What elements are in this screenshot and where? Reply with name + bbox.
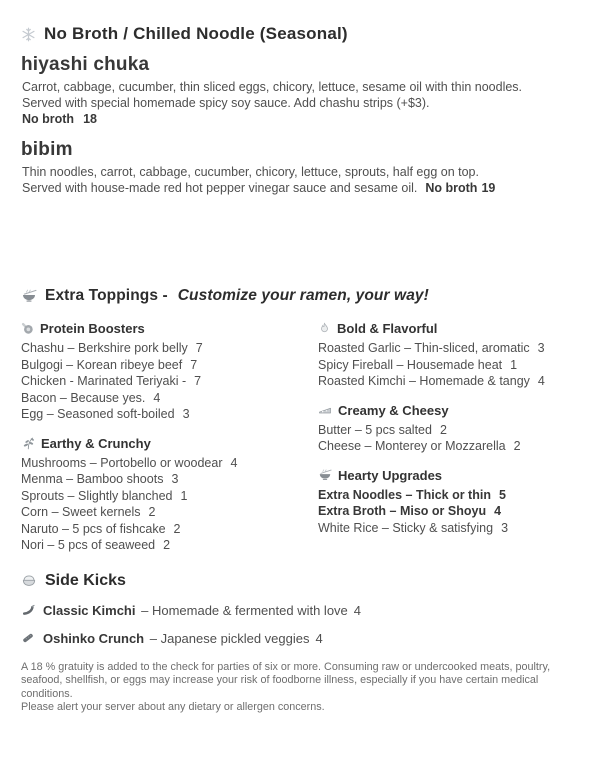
side-item-price: 4 xyxy=(353,602,362,618)
topping-item: Bulgogi – Korean ribeye beef 7 xyxy=(21,357,198,372)
side-item-classic-kimchi xyxy=(21,603,582,618)
topping-price: 7 xyxy=(195,341,203,355)
disclaimer-line: seafood, shellfish, or eggs may increase your risk of foodborne illness, especially if you have certain medical conditions. xyxy=(21,674,539,700)
price-value: 19 xyxy=(481,181,496,195)
chili-pepper-icon xyxy=(21,603,35,617)
dish-description-line: Served with house-made red hot pepper vinegar sauce and sesame oil. No broth 19 xyxy=(22,181,496,195)
group-title-text: Creamy & Cheesy xyxy=(338,402,449,418)
disclaimer-line: A 18 % gratuity is added to the check for parties of six or more. Consuming raw or undercooked meats, poultry, xyxy=(21,660,551,673)
topping-item: Corn – Sweet kernels 2 xyxy=(21,505,156,519)
topping-price: 1 xyxy=(180,488,188,503)
gratuity-disclaimer xyxy=(21,661,582,715)
toppings-columns xyxy=(21,321,582,554)
topping-item: Extra Broth – Miso or Shoyu 4 xyxy=(318,504,502,518)
topping-price: 4 xyxy=(153,390,161,405)
group-title-text: Hearty Upgrades xyxy=(338,467,443,483)
dish-name: bibim xyxy=(21,139,73,160)
topping-price: 2 xyxy=(173,521,181,536)
topping-item: Naruto – 5 pcs of fishcake 2 xyxy=(21,521,181,536)
ramen-bowl-icon xyxy=(318,468,332,482)
side-item-name: Oshinko Crunch xyxy=(43,630,145,646)
topping-price: 4 xyxy=(230,455,238,470)
topping-price: 2 xyxy=(513,439,521,453)
toppings-column-right xyxy=(318,321,582,554)
topping-item: Egg – Seasoned soft-boiled 3 xyxy=(21,407,190,421)
topping-item: Roasted Kimchi – Homemade & tangy 4 xyxy=(318,374,545,388)
topping-item: Butter – 5 pcs salted 2 xyxy=(318,422,447,437)
pickle-icon xyxy=(21,631,35,645)
group-title-text: Protein Boosters xyxy=(40,321,145,336)
group-hearty-upgrades xyxy=(318,468,582,537)
dish-description-line: Carrot, cabbage, cucumber, thin sliced eggs, chicory, lettuce, sesame oil with thin noodles. xyxy=(22,80,523,94)
side-item-name: Classic Kimchi xyxy=(43,602,136,618)
topping-item: Roasted Garlic – Thin-sliced, aromatic 3 xyxy=(318,341,545,355)
disclaimer-line: Please alert your server about any dietary or allergen concerns. xyxy=(21,701,325,713)
rice-bowl-icon xyxy=(21,573,37,589)
snowflake-icon xyxy=(21,27,36,42)
topping-price: 2 xyxy=(439,422,447,437)
topping-item: Chashu – Berkshire pork belly 7 xyxy=(21,341,203,355)
topping-item: Bacon – Because yes. 4 xyxy=(21,390,161,405)
side-kicks-title xyxy=(21,572,582,590)
no-broth-section xyxy=(21,24,582,196)
extra-toppings-tagline: Customize your ramen, your way! xyxy=(177,287,429,304)
price-value: 18 xyxy=(83,112,97,126)
topping-price: 2 xyxy=(148,505,156,519)
topping-price: 3 xyxy=(501,520,509,535)
side-item-oshinko-crunch xyxy=(21,631,582,646)
side-item-desc: – Homemade & fermented with love xyxy=(141,602,348,618)
side-item-desc: – Japanese pickled veggies xyxy=(149,630,310,646)
topping-item: Menma – Bamboo shoots 3 xyxy=(21,472,179,486)
group-earthy-crunchy xyxy=(21,436,318,554)
group-title-text: Bold & Flavorful xyxy=(337,321,438,336)
topping-price: 7 xyxy=(194,374,202,388)
extra-toppings-title-text: Extra Toppings - xyxy=(45,287,168,304)
ramen-bowl-icon xyxy=(21,288,37,304)
topping-price: 7 xyxy=(190,357,198,372)
toppings-column-left xyxy=(21,321,318,554)
topping-price: 5 xyxy=(498,487,506,502)
topping-price: 4 xyxy=(494,504,502,518)
group-title-text: Earthy & Crunchy xyxy=(41,435,151,451)
side-kicks-section xyxy=(21,572,582,646)
topping-item: Extra Noodles – Thick or thin 5 xyxy=(318,487,506,502)
topping-item: Cheese – Monterey or Mozzarella 2 xyxy=(318,439,521,453)
cheese-icon xyxy=(318,403,332,417)
topping-price: 3 xyxy=(171,472,179,486)
topping-price: 1 xyxy=(510,357,518,372)
topping-item: Sprouts – Slightly blanched 1 xyxy=(21,488,188,503)
dish-bibim xyxy=(21,139,582,196)
side-kicks-title-text: Side Kicks xyxy=(45,571,126,589)
dish-name: hiyashi chuka xyxy=(21,54,150,75)
dish-price-inline xyxy=(425,181,495,195)
price-label: No broth xyxy=(425,181,478,195)
topping-item: Spicy Fireball – Housemade heat 1 xyxy=(318,357,518,372)
topping-price: 3 xyxy=(537,341,545,355)
topping-price: 4 xyxy=(537,374,545,388)
dish-hiyashi-chuka xyxy=(21,54,582,127)
topping-price: 2 xyxy=(163,538,171,552)
dish-description-line: Served with special homemade spicy soy sauce. Add chashu strips (+$3). xyxy=(22,96,430,110)
topping-item: Nori – 5 pcs of seaweed 2 xyxy=(21,538,171,552)
meat-icon xyxy=(21,322,34,335)
group-bold-flavorful xyxy=(318,321,582,390)
no-broth-title-text: No Broth / Chilled Noodle (Seasonal) xyxy=(44,24,348,43)
no-broth-section-title xyxy=(21,24,582,44)
herb-icon xyxy=(21,436,35,450)
group-creamy-cheesy xyxy=(318,403,582,455)
price-label: No broth xyxy=(22,112,75,126)
dish-price-line xyxy=(21,111,582,127)
group-protein-boosters xyxy=(21,321,318,423)
side-item-price: 4 xyxy=(315,630,323,646)
topping-item: Chicken - Marinated Teriyaki - 7 xyxy=(21,374,202,388)
extra-toppings-section xyxy=(21,287,582,554)
flame-icon xyxy=(318,322,331,335)
dish-description-line: Thin noodles, carrot, cabbage, cucumber, chicory, lettuce, sprouts, half egg on top. xyxy=(22,165,479,179)
topping-item: White Rice – Sticky & satisfying 3 xyxy=(318,520,509,535)
extra-toppings-title xyxy=(21,287,582,305)
topping-item: Mushrooms – Portobello or woodear 4 xyxy=(21,455,238,470)
topping-price: 3 xyxy=(182,407,190,421)
